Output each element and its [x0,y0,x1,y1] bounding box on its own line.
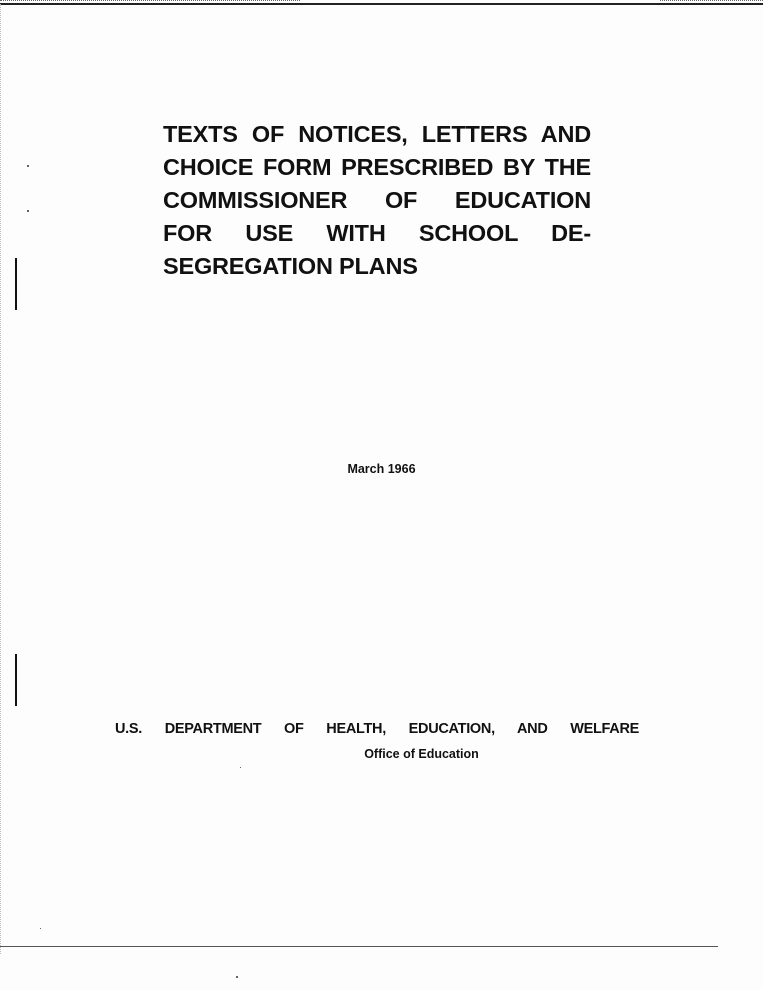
title-line: TEXTS OF NOTICES, LETTERS AND [163,121,591,147]
left-edge [0,4,1,954]
title-line: FOR USE WITH SCHOOL DE- [163,220,591,246]
top-edge-dots [0,0,300,1]
department-name: U.S. DEPARTMENT OF HEALTH, EDUCATION, AND WELFARE [115,721,639,737]
top-edge-dots-right [660,0,763,1]
margin-mark [15,258,17,310]
title-line: SEGREGATION PLANS [163,253,418,279]
office-name: Office of Education [364,747,479,761]
scan-speck [40,928,41,929]
title-line: COMMISSIONER OF EDUCATION [163,187,591,213]
top-rule [0,3,763,5]
scan-speck [240,767,241,768]
scan-speck [236,976,238,978]
scan-speck [27,165,29,167]
publication-date: March 1966 [347,462,416,476]
document-title [163,118,603,283]
bottom-rule [0,946,718,947]
title-line: CHOICE FORM PRESCRIBED BY THE [163,154,591,180]
margin-mark [15,654,17,706]
scan-speck [27,210,29,212]
